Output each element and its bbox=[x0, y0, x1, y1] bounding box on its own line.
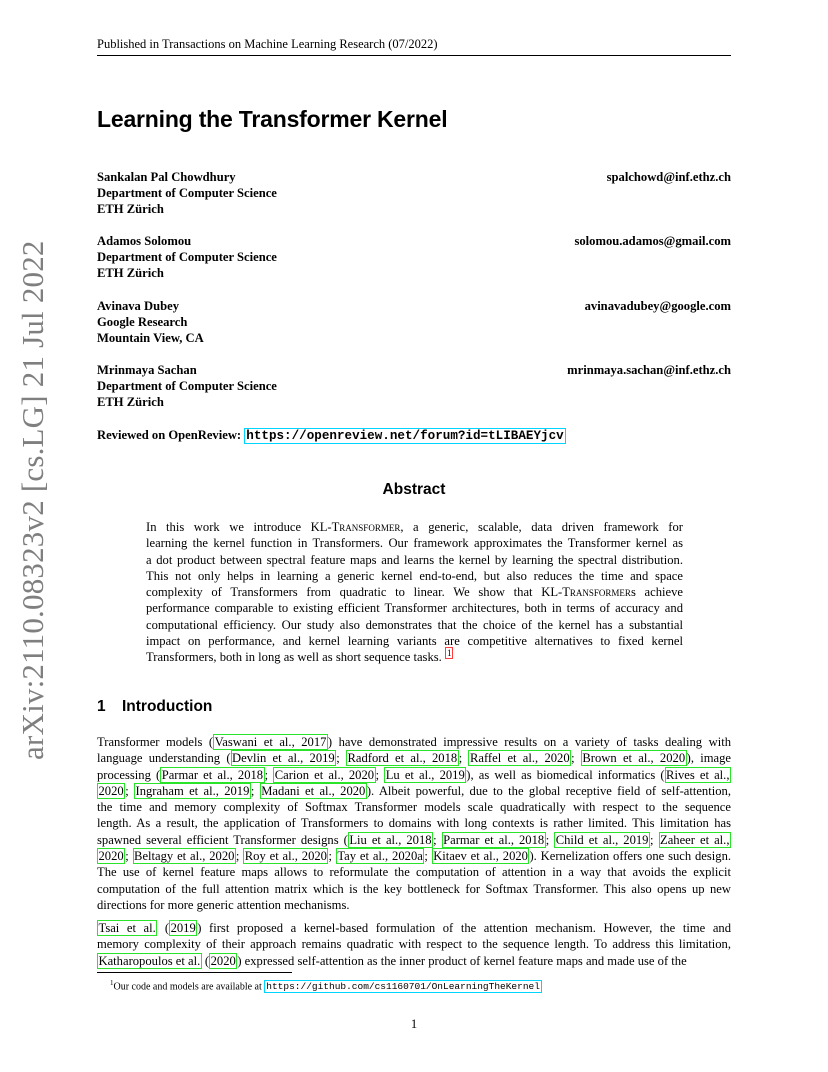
text-line bbox=[97, 799, 731, 815]
footnote-link[interactable]: 1 bbox=[446, 648, 452, 659]
author-institution: ETH Zürich bbox=[97, 202, 164, 217]
body-text: ; bbox=[424, 849, 432, 864]
footnote bbox=[110, 977, 542, 993]
author-block bbox=[97, 169, 731, 218]
abstract-text: complexity of Transformers from quadratic to linear. We show that KL- bbox=[146, 585, 563, 600]
body-text: ; bbox=[125, 849, 133, 864]
citation-link[interactable]: Lu et al., 2019 bbox=[385, 767, 465, 782]
author-name: Avinava Dubey bbox=[97, 299, 179, 313]
text-line bbox=[97, 815, 731, 831]
author-department: Department of Computer Science bbox=[97, 186, 277, 201]
intro-paragraph bbox=[97, 920, 731, 969]
text-line bbox=[97, 734, 731, 750]
citation-link[interactable]: Ingraham et al., 2019 bbox=[135, 783, 250, 798]
abstract-text: computational efficiency. Our study also demonstrates that the choice of the kernel has a substantial bbox=[146, 617, 683, 632]
abstract-text: In this work we introduce KL- bbox=[146, 520, 332, 534]
abstract-body bbox=[146, 519, 683, 666]
abstract-line bbox=[146, 584, 683, 600]
review-line bbox=[97, 427, 566, 445]
text-line bbox=[97, 897, 731, 913]
citation-link[interactable]: Rives et al., bbox=[666, 767, 730, 782]
author-name: Adamos Solomou bbox=[97, 234, 192, 248]
body-text: processing ( bbox=[97, 767, 161, 782]
text-line bbox=[97, 864, 731, 880]
abstract-line bbox=[146, 568, 683, 584]
abstract-text: impact on performance, and kernel learning variants are competitive alternatives to fixed kernel bbox=[146, 634, 683, 649]
citation-link[interactable]: Vaswani et al., 2017 bbox=[214, 735, 327, 749]
author-institution: ETH Zürich bbox=[97, 266, 164, 281]
citation-link[interactable]: Zaheer et al., bbox=[660, 832, 730, 847]
arxiv-stamp: arXiv:2110.08323v2 [cs.LG] 21 Jul 2022 bbox=[15, 240, 50, 760]
citation-link[interactable]: Parmar et al., 2018 bbox=[161, 767, 264, 782]
abstract-text: This not only helps in learning a generic kernel end-to-end, but also reduces the time and space bbox=[146, 568, 683, 583]
body-text: ; bbox=[375, 767, 385, 782]
github-link[interactable]: https://github.com/cs1160701/OnLearningTheKernel bbox=[266, 981, 540, 993]
abstract-line bbox=[146, 535, 683, 551]
citation-link[interactable]: Tay et al., 2020a bbox=[337, 849, 423, 864]
section-title: Introduction bbox=[122, 698, 213, 715]
body-text: directions for more generic attention mechanisms. bbox=[97, 897, 350, 912]
section-heading bbox=[97, 697, 212, 717]
footnote-rule bbox=[97, 972, 292, 973]
citation-link[interactable]: Parmar et al., 2018 bbox=[443, 832, 545, 847]
body-text: the time and memory complexity of Softmax Transformer models scale quadratically with respect to the sequence bbox=[97, 800, 731, 815]
body-text: ; bbox=[125, 783, 135, 798]
citation-link[interactable]: Roy et al., 2020 bbox=[244, 849, 327, 864]
author-email[interactable]: avinavadubey@google.com bbox=[584, 299, 731, 313]
body-text: ( bbox=[201, 953, 210, 968]
section-number: 1 bbox=[97, 698, 106, 715]
body-text: ; bbox=[649, 832, 659, 847]
author-email[interactable]: mrinmaya.sachan@inf.ethz.ch bbox=[567, 363, 731, 377]
author-block bbox=[97, 298, 731, 347]
text-line bbox=[97, 848, 731, 864]
author-block bbox=[97, 233, 731, 282]
author-institution: Mountain View, CA bbox=[97, 331, 204, 346]
citation-link[interactable]: Devlin et al., 2019 bbox=[232, 751, 335, 766]
body-text: ). Kernelization offers one such design. bbox=[529, 849, 732, 864]
text-line bbox=[97, 881, 731, 897]
abstract-line bbox=[146, 633, 683, 649]
citation-link[interactable]: 2019 bbox=[170, 921, 196, 935]
text-line bbox=[97, 953, 731, 969]
abstract-line bbox=[146, 600, 683, 616]
body-text: ; bbox=[264, 767, 274, 782]
body-text: ( bbox=[157, 921, 170, 935]
body-text: ; bbox=[433, 832, 442, 847]
citation-link[interactable]: Liu et al., 2018 bbox=[349, 832, 432, 847]
author-block bbox=[97, 362, 731, 411]
text-line bbox=[97, 783, 731, 799]
footnote-marker: 1 bbox=[110, 979, 114, 987]
paper-title: Learning the Transformer Kernel bbox=[97, 106, 448, 132]
abstract-text: , a generic, scalable, data driven framework for bbox=[400, 520, 683, 534]
abstract-text: learning the kernel function in Transformers. Our framework approximates the Transformer kernel as bbox=[146, 536, 683, 551]
author-department: Department of Computer Science bbox=[97, 250, 277, 265]
body-text: The use of kernel feature maps allows to reformulate the computation of attention in a way that avoids the explicit bbox=[97, 865, 731, 880]
body-text: ; bbox=[571, 751, 581, 766]
citation-link[interactable]: 2020 bbox=[98, 849, 124, 864]
body-text: ) expressed self-attention as the inner product of kernel feature maps and made use of the bbox=[237, 953, 687, 968]
body-text: ; bbox=[458, 751, 469, 766]
citation-link[interactable]: Madani et al., 2020 bbox=[261, 783, 366, 798]
abstract-line bbox=[146, 649, 683, 665]
citation-link[interactable]: 2020 bbox=[98, 783, 124, 798]
body-text: ; bbox=[328, 849, 336, 864]
body-text: ; bbox=[336, 751, 346, 766]
author-department: Department of Computer Science bbox=[97, 379, 277, 394]
abstract-text: a dot product between spectral feature maps and learns the kernel by learning the spectral distribution. bbox=[146, 552, 683, 567]
review-label: Reviewed on OpenReview: bbox=[97, 428, 242, 442]
body-text: spawned several efficient Transformer designs ( bbox=[97, 832, 348, 847]
citation-link[interactable]: Carion et al., 2020 bbox=[274, 767, 375, 782]
body-text: ; bbox=[235, 849, 244, 864]
citation-link[interactable]: Beltagy et al., 2020 bbox=[134, 849, 235, 864]
citation-link[interactable]: Brown et al., 2020 bbox=[582, 751, 686, 766]
citation-link[interactable]: Tsai et al. bbox=[98, 921, 156, 935]
running-header: Published in Transactions on Machine Learning Research (07/2022) bbox=[97, 36, 731, 56]
footnote-text: Our code and models are available at bbox=[113, 981, 265, 993]
body-text: ; bbox=[250, 783, 260, 798]
citation-link[interactable]: 2020 bbox=[210, 953, 236, 968]
body-text: ), image bbox=[686, 751, 731, 766]
author-email[interactable]: spalchowd@inf.ethz.ch bbox=[606, 170, 731, 184]
citation-link[interactable]: Child et al., 2019 bbox=[555, 832, 649, 847]
body-text: ). Albeit powerful, due to the global receptive field of self-attention, bbox=[366, 783, 731, 798]
abstract-line bbox=[146, 552, 683, 568]
body-text: ), as well as biomedical informatics ( bbox=[466, 767, 665, 782]
text-line bbox=[97, 936, 731, 952]
abstract-heading: Abstract bbox=[382, 481, 446, 498]
body-text: Transformer models ( bbox=[97, 735, 214, 749]
body-text: language understanding ( bbox=[97, 751, 231, 766]
body-text: memory complexity of their approach remains quadratic with respect to the sequence length. To address this limitation, bbox=[97, 937, 731, 952]
text-line bbox=[97, 920, 731, 936]
author-name: Sankalan Pal Chowdhury bbox=[97, 170, 236, 184]
abstract-line bbox=[146, 617, 683, 633]
openreview-link[interactable]: https://openreview.net/forum?id=tLIBAEYjcv bbox=[246, 429, 564, 443]
citation-link[interactable]: Radford et al., 2018 bbox=[347, 751, 458, 766]
abstract-text: s achieve bbox=[630, 585, 683, 600]
text-line bbox=[97, 767, 731, 783]
page-number: 1 bbox=[410, 1017, 418, 1031]
author-institution: ETH Zürich bbox=[97, 395, 164, 410]
text-line bbox=[97, 832, 731, 848]
abstract-line bbox=[146, 519, 683, 535]
intro-paragraph bbox=[97, 734, 731, 913]
author-email[interactable]: solomou.adamos@gmail.com bbox=[574, 234, 731, 248]
body-text: computation of the full attention matrix which is the key bottleneck for Softmax Transformer. This also opens up new bbox=[97, 881, 731, 896]
body-text: ) first proposed a kernel-based formulation of the attention mechanism. However, the time and bbox=[197, 921, 731, 935]
citation-link[interactable]: Raffel et al., 2020 bbox=[469, 751, 570, 766]
citation-link[interactable]: Katharopoulos et al. bbox=[98, 953, 201, 968]
abstract-text: performance comparable to existing efficient Transformer architectures, both in terms of accuracy and bbox=[146, 601, 683, 616]
body-text: ) have demonstrated impressive results on a variety of tasks dealing with bbox=[327, 735, 731, 749]
model-name: Transformer bbox=[331, 520, 401, 534]
body-text: ; bbox=[545, 832, 555, 847]
text-line bbox=[97, 750, 731, 766]
body-text: length. As a result, the application of Transformers to domains with long contexts is rather limited. This limitation has bbox=[97, 816, 731, 831]
model-name: Transformer bbox=[562, 585, 631, 600]
abstract-text: Transformers, both in long as well as short sequence tasks. bbox=[146, 650, 445, 665]
citation-link[interactable]: Kitaev et al., 2020 bbox=[433, 849, 528, 864]
author-department: Google Research bbox=[97, 315, 188, 330]
author-name: Mrinmaya Sachan bbox=[97, 363, 197, 377]
